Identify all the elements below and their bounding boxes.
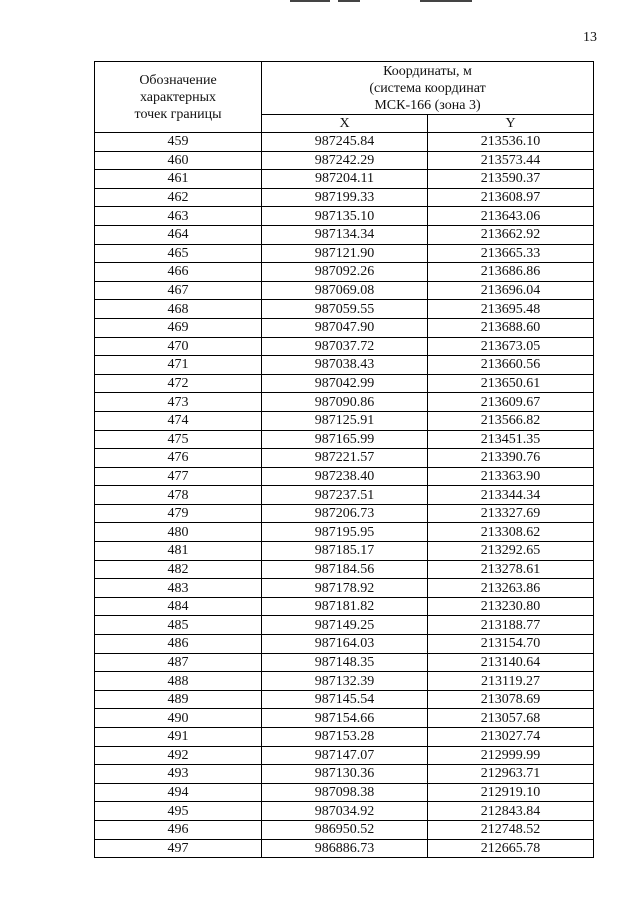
point-cell: 468 [95, 300, 262, 319]
x-cell: 987034.92 [262, 802, 428, 821]
x-cell: 987132.39 [262, 672, 428, 691]
x-cell: 987037.72 [262, 337, 428, 356]
y-cell: 213609.67 [428, 393, 594, 412]
table-row [95, 207, 594, 226]
point-cell: 493 [95, 765, 262, 784]
point-cell: 459 [95, 133, 262, 152]
point-cell: 490 [95, 709, 262, 728]
coordinates-header-line: (система координат [369, 80, 486, 96]
x-cell: 987038.43 [262, 356, 428, 375]
x-cell: 987245.84 [262, 133, 428, 152]
point-cell: 497 [95, 839, 262, 858]
table-row [95, 356, 594, 375]
table-row [95, 560, 594, 579]
table-row [95, 486, 594, 505]
point-cell: 486 [95, 635, 262, 654]
y-cell: 213263.86 [428, 579, 594, 598]
table-row [95, 244, 594, 263]
y-cell: 213344.34 [428, 486, 594, 505]
table-row [95, 393, 594, 412]
point-cell: 480 [95, 523, 262, 542]
y-cell: 213154.70 [428, 635, 594, 654]
y-cell: 213078.69 [428, 690, 594, 709]
table-body [95, 133, 594, 858]
x-cell: 987184.56 [262, 560, 428, 579]
table-row [95, 579, 594, 598]
table-row [95, 411, 594, 430]
x-cell: 987164.03 [262, 635, 428, 654]
table-row [95, 597, 594, 616]
x-cell: 987199.33 [262, 188, 428, 207]
y-cell: 213643.06 [428, 207, 594, 226]
point-cell: 488 [95, 672, 262, 691]
x-cell: 987147.07 [262, 746, 428, 765]
point-cell: 475 [95, 430, 262, 449]
y-cell: 213278.61 [428, 560, 594, 579]
table-row [95, 542, 594, 561]
points-header-line: Обозначение [139, 72, 217, 88]
point-cell: 463 [95, 207, 262, 226]
y-cell: 213363.90 [428, 467, 594, 486]
table-row [95, 263, 594, 282]
table-row [95, 151, 594, 170]
x-cell: 987149.25 [262, 616, 428, 635]
x-cell: 987092.26 [262, 263, 428, 282]
point-cell: 464 [95, 225, 262, 244]
coordinates-table [94, 61, 594, 858]
x-cell: 987181.82 [262, 597, 428, 616]
point-cell: 460 [95, 151, 262, 170]
y-cell: 213662.92 [428, 225, 594, 244]
point-cell: 484 [95, 597, 262, 616]
x-cell: 987130.36 [262, 765, 428, 784]
table-row [95, 300, 594, 319]
point-cell: 492 [95, 746, 262, 765]
table-row [95, 430, 594, 449]
coordinates-header-line: МСК-166 (зона 3) [374, 97, 481, 113]
table-row [95, 374, 594, 393]
point-cell: 494 [95, 783, 262, 802]
table-row [95, 467, 594, 486]
y-cell: 213688.60 [428, 318, 594, 337]
top-edge-marks [290, 0, 480, 3]
x-cell: 987145.54 [262, 690, 428, 709]
point-cell: 477 [95, 467, 262, 486]
y-cell: 213536.10 [428, 133, 594, 152]
table-row [95, 616, 594, 635]
table-row [95, 133, 594, 152]
x-column-header: X [262, 115, 428, 133]
x-cell: 987185.17 [262, 542, 428, 561]
table-row [95, 820, 594, 839]
table-row [95, 449, 594, 468]
point-cell: 487 [95, 653, 262, 672]
table-row [95, 504, 594, 523]
y-cell: 213140.64 [428, 653, 594, 672]
y-cell: 213230.80 [428, 597, 594, 616]
table-row [95, 672, 594, 691]
table-row [95, 728, 594, 747]
coordinates-header [262, 62, 594, 115]
point-cell: 474 [95, 411, 262, 430]
table-row [95, 746, 594, 765]
table-row [95, 523, 594, 542]
point-cell: 483 [95, 579, 262, 598]
table-row [95, 802, 594, 821]
x-cell: 987125.91 [262, 411, 428, 430]
y-cell: 213673.05 [428, 337, 594, 356]
point-cell: 465 [95, 244, 262, 263]
table-row [95, 337, 594, 356]
point-cell: 473 [95, 393, 262, 412]
x-cell: 987121.90 [262, 244, 428, 263]
point-cell: 495 [95, 802, 262, 821]
table-row [95, 225, 594, 244]
x-cell: 987069.08 [262, 281, 428, 300]
table-row [95, 318, 594, 337]
x-cell: 987135.10 [262, 207, 428, 226]
y-cell: 212963.71 [428, 765, 594, 784]
x-cell: 987153.28 [262, 728, 428, 747]
table-row [95, 281, 594, 300]
x-cell: 987242.29 [262, 151, 428, 170]
x-cell: 987206.73 [262, 504, 428, 523]
point-cell: 462 [95, 188, 262, 207]
point-cell: 489 [95, 690, 262, 709]
y-cell: 213057.68 [428, 709, 594, 728]
x-cell: 987238.40 [262, 467, 428, 486]
table-row [95, 783, 594, 802]
x-cell: 986950.52 [262, 820, 428, 839]
x-cell: 987059.55 [262, 300, 428, 319]
point-cell: 461 [95, 170, 262, 189]
y-cell: 213390.76 [428, 449, 594, 468]
y-cell: 212843.84 [428, 802, 594, 821]
x-cell: 987047.90 [262, 318, 428, 337]
x-cell: 986886.73 [262, 839, 428, 858]
point-cell: 466 [95, 263, 262, 282]
x-cell: 987204.11 [262, 170, 428, 189]
page-number: 13 [583, 30, 597, 45]
table-row [95, 839, 594, 858]
y-cell: 212999.99 [428, 746, 594, 765]
x-cell: 987195.95 [262, 523, 428, 542]
x-cell: 987154.66 [262, 709, 428, 728]
y-column-header: Y [428, 115, 594, 133]
y-cell: 213665.33 [428, 244, 594, 263]
y-cell: 212665.78 [428, 839, 594, 858]
table-row [95, 170, 594, 189]
y-cell: 213695.48 [428, 300, 594, 319]
point-cell: 482 [95, 560, 262, 579]
x-cell: 987042.99 [262, 374, 428, 393]
y-cell: 213451.35 [428, 430, 594, 449]
y-cell: 213608.97 [428, 188, 594, 207]
point-cell: 476 [95, 449, 262, 468]
y-cell: 212919.10 [428, 783, 594, 802]
x-cell: 987098.38 [262, 783, 428, 802]
table-row [95, 690, 594, 709]
point-cell: 470 [95, 337, 262, 356]
y-cell: 213696.04 [428, 281, 594, 300]
point-cell: 481 [95, 542, 262, 561]
y-cell: 213590.37 [428, 170, 594, 189]
y-cell: 213327.69 [428, 504, 594, 523]
point-cell: 485 [95, 616, 262, 635]
x-cell: 987134.34 [262, 225, 428, 244]
point-cell: 478 [95, 486, 262, 505]
point-cell: 467 [95, 281, 262, 300]
x-cell: 987090.86 [262, 393, 428, 412]
x-cell: 987237.51 [262, 486, 428, 505]
y-cell: 213027.74 [428, 728, 594, 747]
points-header [95, 62, 262, 133]
y-cell: 213650.61 [428, 374, 594, 393]
y-cell: 213686.86 [428, 263, 594, 282]
y-cell: 213119.27 [428, 672, 594, 691]
x-cell: 987148.35 [262, 653, 428, 672]
table-row [95, 188, 594, 207]
point-cell: 469 [95, 318, 262, 337]
x-cell: 987178.92 [262, 579, 428, 598]
points-header-line: характерных [139, 89, 217, 105]
coordinates-header-line: Координаты, м [383, 63, 472, 79]
y-cell: 213188.77 [428, 616, 594, 635]
table-row [95, 653, 594, 672]
x-cell: 987165.99 [262, 430, 428, 449]
point-cell: 496 [95, 820, 262, 839]
y-cell: 213308.62 [428, 523, 594, 542]
x-cell: 987221.57 [262, 449, 428, 468]
point-cell: 472 [95, 374, 262, 393]
table-row [95, 709, 594, 728]
y-cell: 212748.52 [428, 820, 594, 839]
point-cell: 491 [95, 728, 262, 747]
table-row [95, 765, 594, 784]
y-cell: 213292.65 [428, 542, 594, 561]
point-cell: 471 [95, 356, 262, 375]
points-header-line: точек границы [134, 106, 222, 122]
point-cell: 479 [95, 504, 262, 523]
table-row [95, 635, 594, 654]
y-cell: 213566.82 [428, 411, 594, 430]
y-cell: 213573.44 [428, 151, 594, 170]
y-cell: 213660.56 [428, 356, 594, 375]
